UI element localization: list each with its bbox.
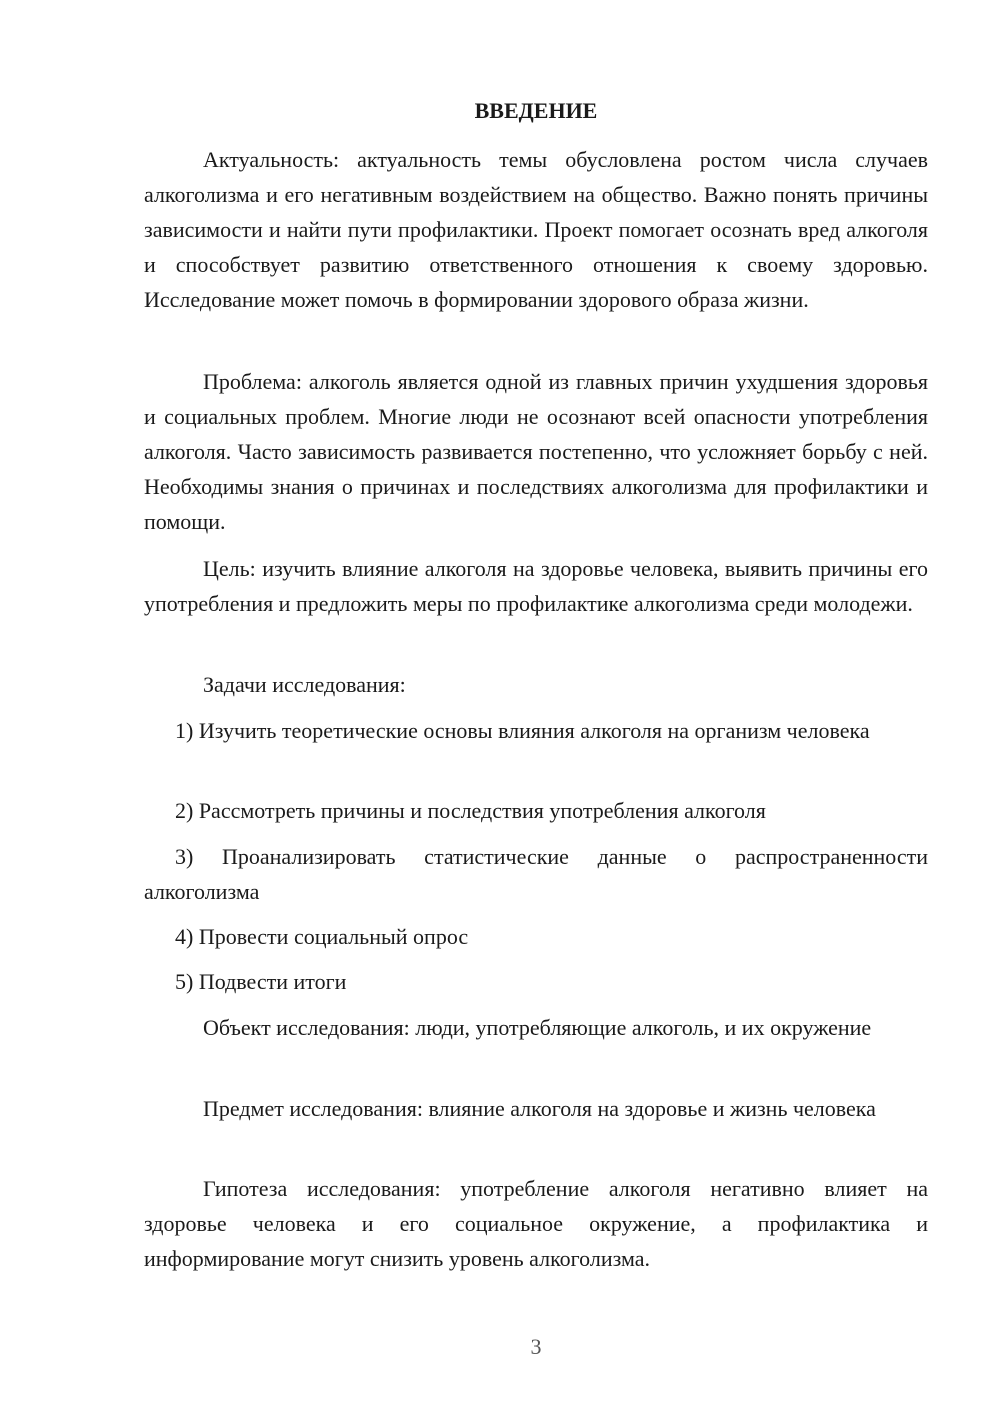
paragraph-subject: Предмет исследования: влияние алкоголя на здоровье и жизнь человека: [203, 1096, 876, 1121]
paragraph-problem: Проблема: алкоголь является одной из главных причин ухудшения здоровья и социальных проблем. Многие люди не осознают всей опасности употребления алкоголя. Часто зависимость развивается постепенно, что усложняет борьбу с ней. Необходимы знания о причинах и последствиях алкоголизма для профилактики и помощи.: [144, 369, 928, 534]
paragraph-goal: Цель: изучить влияние алкоголя на здоровье человека, выявить причины его употребления и предложить меры по профилактике алкоголизма среди молодежи.: [144, 556, 928, 616]
paragraph-object: Объект исследования: люди, употребляющие алкоголь, и их окружение: [203, 1015, 872, 1040]
tasks-title: Задачи исследования:: [203, 672, 406, 697]
task-item-3: 3) Проанализировать статистические данные о распространенности алкоголизма: [144, 844, 928, 904]
page-number: 3: [530, 1334, 542, 1359]
task-item-1: 1) Изучить теоретические основы влияния алкоголя на организм человека: [175, 718, 870, 743]
task-item-4: 4) Провести социальный опрос: [175, 924, 469, 949]
page-title: ВВЕДЕНИЕ: [474, 98, 598, 123]
paragraph-relevance: Актуальность: актуальность темы обусловлена ростом числа случаев алкоголизма и его негативным воздействием на общество. Важно понять причины зависимости и найти пути профилактики. Проект помогает осознать вред алкоголя и способствует развитию ответственного отношения к своему здоровью. Исследование может помочь в формировании здорового образа жизни.: [144, 147, 928, 312]
paragraph-hypothesis: Гипотеза исследования: употребление алкоголя негативно влияет на здоровье человека и его социальное окружение, а профилактика и информирование могут снизить уровень алкоголизма.: [144, 1176, 928, 1271]
task-item-2: 2) Рассмотреть причины и последствия употребления алкоголя: [175, 798, 766, 823]
task-item-5: 5) Подвести итоги: [175, 969, 347, 994]
